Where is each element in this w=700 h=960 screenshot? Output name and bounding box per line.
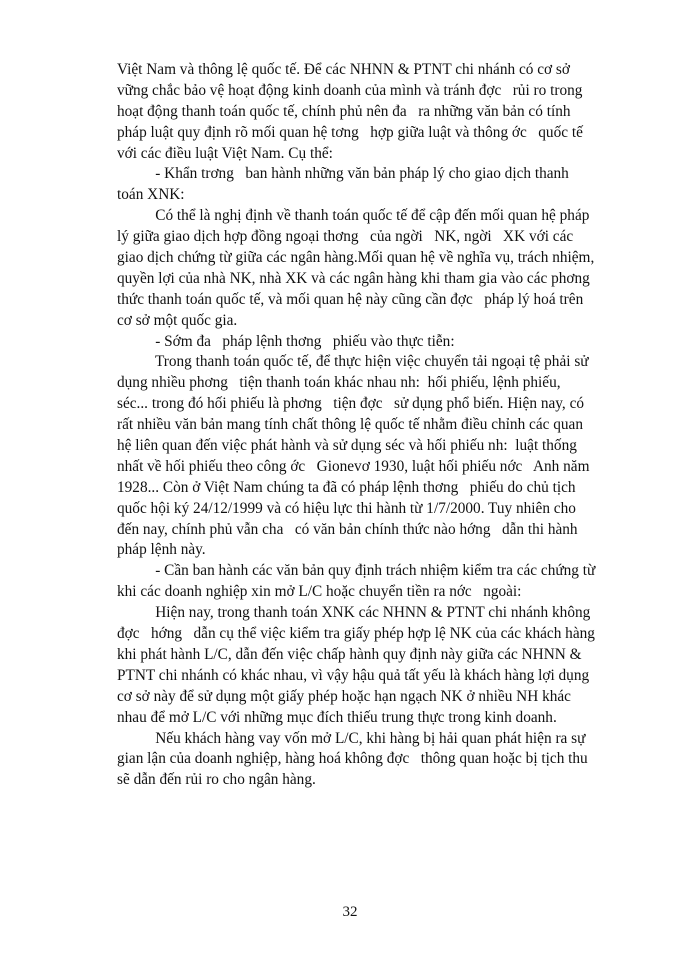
text-line: Nếu khách hàng vay vốn mở L/C, khi hàng bị hải quan phát hiện ra sự [117,729,586,747]
text-line: nhau để mở L/C với những mục đích thiếu trung thực trong kinh doanh. [117,708,557,726]
text-line: giao dịch chứng từ giữa các ngân hàng.Mối quan hệ về nghĩa vụ, trách nhiệm, [117,249,595,267]
text-line: - Khẩn trơng ban hành những văn bản pháp lý cho giao dịch thanh [117,165,569,183]
text-line: sẽ dẫn đến rủi ro cho ngân hàng. [117,771,316,789]
text-line: quyền lợi của nhà NK, nhà XK và các ngân hàng khi tham gia vào các phơng [117,269,590,287]
text-line: Trong thanh toán quốc tế, để thực hiện việc chuyển tải ngoại tệ phải sử [117,353,589,371]
page-number: 32 [342,904,358,920]
body-text [117,60,639,791]
text-line: với các điều luật Việt Nam. Cụ thể: [117,144,333,162]
text-line: - Cần ban hành các văn bản quy định trách nhiệm kiểm tra các chứng từ [117,562,596,580]
text-line: hệ liên quan đến việc phát hành và sử dụng séc và hối phiếu nh: luật thống [117,437,577,455]
text-line: vững chắc bảo vệ hoạt động kinh doanh của mình và tránh đợc rủi ro trong [117,81,583,99]
text-line: 1928... Còn ở Việt Nam chúng ta đã có pháp lệnh thơng phiếu do chủ tịch [117,478,576,496]
text-line: cơ sở một quốc gia. [117,311,238,329]
text-line: đến nay, chính phủ vẫn cha có văn bản chính thức nào hớng dẫn thi hành [117,520,578,538]
text-line: hoạt động thanh toán quốc tế, chính phủ nên đa ra những văn bản có tính [117,102,571,120]
text-line: - Sớm đa pháp lệnh thơng phiếu vào thực tiễn: [117,332,455,350]
text-line: khi phát hành L/C, dẫn đến việc chấp hành quy định này giữa các NHNN & [117,645,582,663]
text-line: séc... trong đó hối phiếu là phơng tiện đợc sử dụng phổ biến. Hiện nay, có [117,395,585,413]
text-line: lý giữa giao dịch hợp đồng ngoại thơng của ngời NK, ngời XK với các [117,228,574,246]
text-line: dụng nhiều phơng tiện thanh toán khác nhau nh: hối phiếu, lệnh phiếu, [117,374,561,392]
text-line: Hiện nay, trong thanh toán XNK các NHNN & PTNT chi nhánh không [117,604,591,622]
text-line: khi các doanh nghiệp xin mở L/C hoặc chuyển tiền ra nớc ngoài: [117,583,522,601]
text-line: Có thể là nghị định về thanh toán quốc tế để cập đến mối quan hệ pháp [117,207,590,225]
text-line: rất nhiều văn bản mang tính chất thông lệ quốc tế nhằm điều chỉnh các quan [117,416,583,434]
text-line: gian lận của doanh nghiệp, hàng hoá không đợc thông quan hoặc bị tịch thu [117,750,588,768]
text-line: Việt Nam và thông lệ quốc tế. Để các NHNN & PTNT chi nhánh có cơ sở [117,61,570,78]
text-line: toán XNK: [117,186,185,204]
text-line: quốc hội ký 24/12/1999 và có hiệu lực thi hành từ 1/7/2000. Tuy nhiên cho [117,499,576,517]
text-line: PTNT chi nhánh có khác nhau, vì vậy hậu quả tất yếu là khách hàng lợi dụng [117,666,590,684]
text-line: pháp lệnh này. [117,541,206,559]
text-line: thức thanh toán quốc tế, và mối quan hệ này cũng cần đợc pháp lý hoá trên [117,290,584,308]
text-line: pháp luật quy định rõ mối quan hệ tơng hợp giữa luật và thông ớc quốc tế [117,123,583,141]
text-line: nhất về hối phiếu theo công ớc Gionevơ 1930, luật hối phiếu nớc Anh năm [117,457,590,475]
text-line: cơ sở này để sử dụng một giấy phép hoặc hạn ngạch NK ở nhiều NH khác [117,687,571,705]
text-line: đợc hớng dẫn cụ thể việc kiểm tra giấy phép hợp lệ NK của các khách hàng [117,625,595,643]
